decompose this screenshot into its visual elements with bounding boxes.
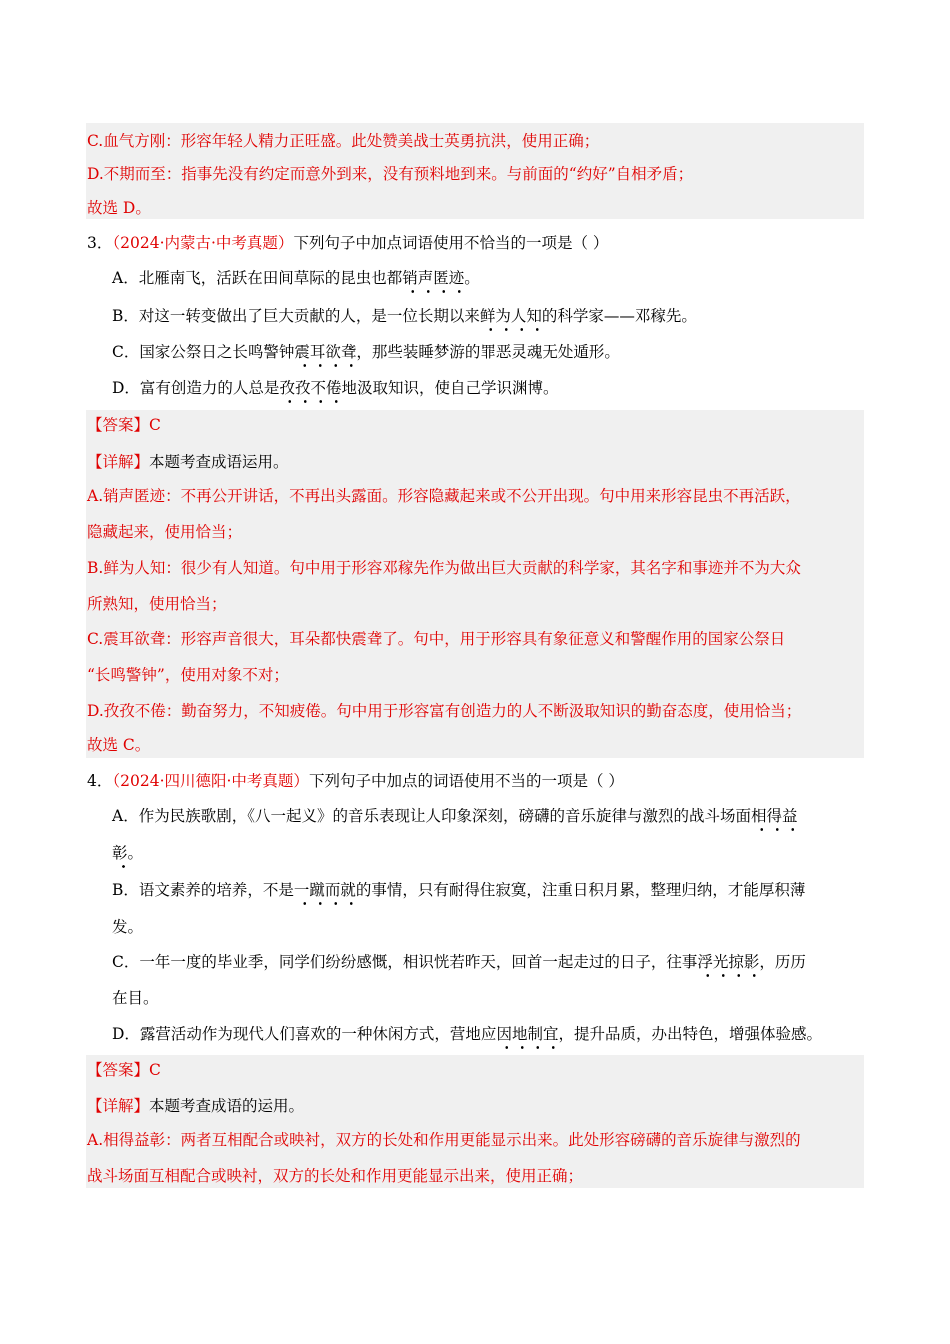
dotted-word: 浮光掠影 [697,953,760,971]
option-text: ，那些装睡梦游的罪恶灵魂无处遁形。 [356,343,620,361]
q3-answer [87,415,161,435]
explain-label: 【详解】 [87,1097,150,1115]
answer-value: C [149,1061,161,1079]
question-source: （2024·四川德阳·中考真题） [112,772,309,790]
option-text: A．作为民族歌剧，《八一起义》的音乐表现让人印象深刻，磅礴的音乐旋律与激烈的战斗场面 [112,807,751,825]
option-text: 。 [464,269,480,287]
question-text: 下列句子中加点词语使用不恰当的一项是（ ） [293,234,609,252]
option-text: ，提升品质，办出特色，增强体验感。 [558,1025,822,1043]
answer-label: 【答案】 [87,1061,150,1079]
q4-option-a-cont [112,843,143,863]
option-text: 。 [127,844,144,862]
q3-exp-c2: “长鸣警钟”，使用对象不对； [87,666,289,684]
q3-option-b [112,306,697,326]
question-number: 4． [87,772,113,790]
option-text: 的事情，只有耐得住寂寞，注重日积月累，整理归纳，才能厚积薄 [355,881,806,899]
option-text: C．国家公祭日之长鸣警钟 [112,343,295,361]
q4-exp-a1: A.相得益彰：两者互相配合或映衬，双方的长处和作用更能显示出来。此处形容磅礴的音乐旋律与激烈的 [87,1131,801,1149]
dotted-word: 销声匿迹 [402,269,465,287]
q4-option-c-cont: 在目。 [112,989,159,1007]
dotted-word: 彰 [112,844,128,862]
q4-answer [87,1060,161,1080]
option-text: D．露营活动作为现代人们喜欢的一种休闲方式，营地应 [112,1025,497,1043]
q3-exp-b1: B.鲜为人知：很少有人知道。句中用于形容邓稼先作为做出巨大贡献的科学家，其名字和事迹并不为大众 [87,559,801,577]
explanation-line-d: D.不期而至：指事先没有约定而意外到来，没有预料地到来。与前面的“约好”自相矛盾； [87,165,694,183]
explanation-select: 故选 D。 [87,199,151,217]
q3-exp-c1: C.震耳欲聋：形容声音很大，耳朵都快震聋了。句中，用于形容具有象征意义和警醒作用的国家公祭日 [87,630,786,648]
option-text: ，历历 [759,953,806,971]
option-text: C．一年一度的毕业季，同学们纷纷感慨，相识恍若昨天，回首一起走过的日子，往事 [112,953,698,971]
q3-exp-b2: 所熟知，使用恰当； [87,595,227,613]
option-text: 地汲取知识，使自己学识渊博。 [341,379,559,397]
q3-explain [87,452,289,472]
explain-text: 本题考查成语的运用。 [149,1097,305,1115]
dotted-word: 鲜为人知 [479,307,542,325]
q3-exp-a2: 隐藏起来，使用恰当； [87,523,243,541]
q3-exp-a1: A.销声匿迹：不再公开讲话，不再出头露面。形容隐藏起来或不公开出现。句中用来形容昆虫不再活跃， [87,487,801,505]
q4-explain [87,1096,304,1116]
q4-exp-a2: 战斗场面互相配合或映衬，双方的长处和作用更能显示出来，使用正确； [87,1167,584,1185]
question-3-stem [87,233,608,253]
dotted-word: 震耳欲聋 [294,343,357,361]
question-number: 3． [87,234,113,252]
dotted-word: 一蹴而就 [293,881,356,899]
answer-value: C [149,416,161,434]
question-source: （2024·内蒙古·中考真题） [112,234,294,252]
q3-option-c [112,342,620,362]
q4-option-b-cont: 发。 [112,918,144,936]
option-text: 的科学家——邓稼先。 [541,307,697,325]
q3-select: 故选 C。 [87,736,151,754]
q4-option-a [112,806,797,826]
question-text: 下列句子中加点的词语使用不当的一项是（ ） [308,772,624,790]
question-4-stem [87,771,624,791]
explanation-line-c: C.血气方刚：形容年轻人精力正旺盛。此处赞美战士英勇抗洪，使用正确； [87,132,600,150]
q3-exp-d1: D.孜孜不倦：勤奋努力，不知疲倦。句中用于形容富有创造力的人不断汲取知识的勤奋态度，使用恰当； [87,702,802,720]
option-text: A．北雁南飞，活跃在田间草际的昆虫也都 [112,269,403,287]
option-text: B．对这一转变做出了巨大贡献的人，是一位长期以来 [112,307,480,325]
q4-option-c [112,952,806,972]
dotted-word: 因地制宜 [496,1025,559,1043]
dotted-word: 相得益 [750,807,798,825]
q3-option-d [112,378,558,398]
q3-option-a [112,268,480,288]
dotted-word: 孜孜不倦 [279,379,342,397]
explain-label: 【详解】 [87,453,150,471]
option-text: D．富有创造力的人总是 [112,379,280,397]
explain-text: 本题考查成语运用。 [149,453,289,471]
answer-label: 【答案】 [87,416,150,434]
q4-option-b [112,880,805,900]
q4-option-d [112,1024,822,1044]
option-text: B．语文素养的培养，不是 [112,881,294,899]
